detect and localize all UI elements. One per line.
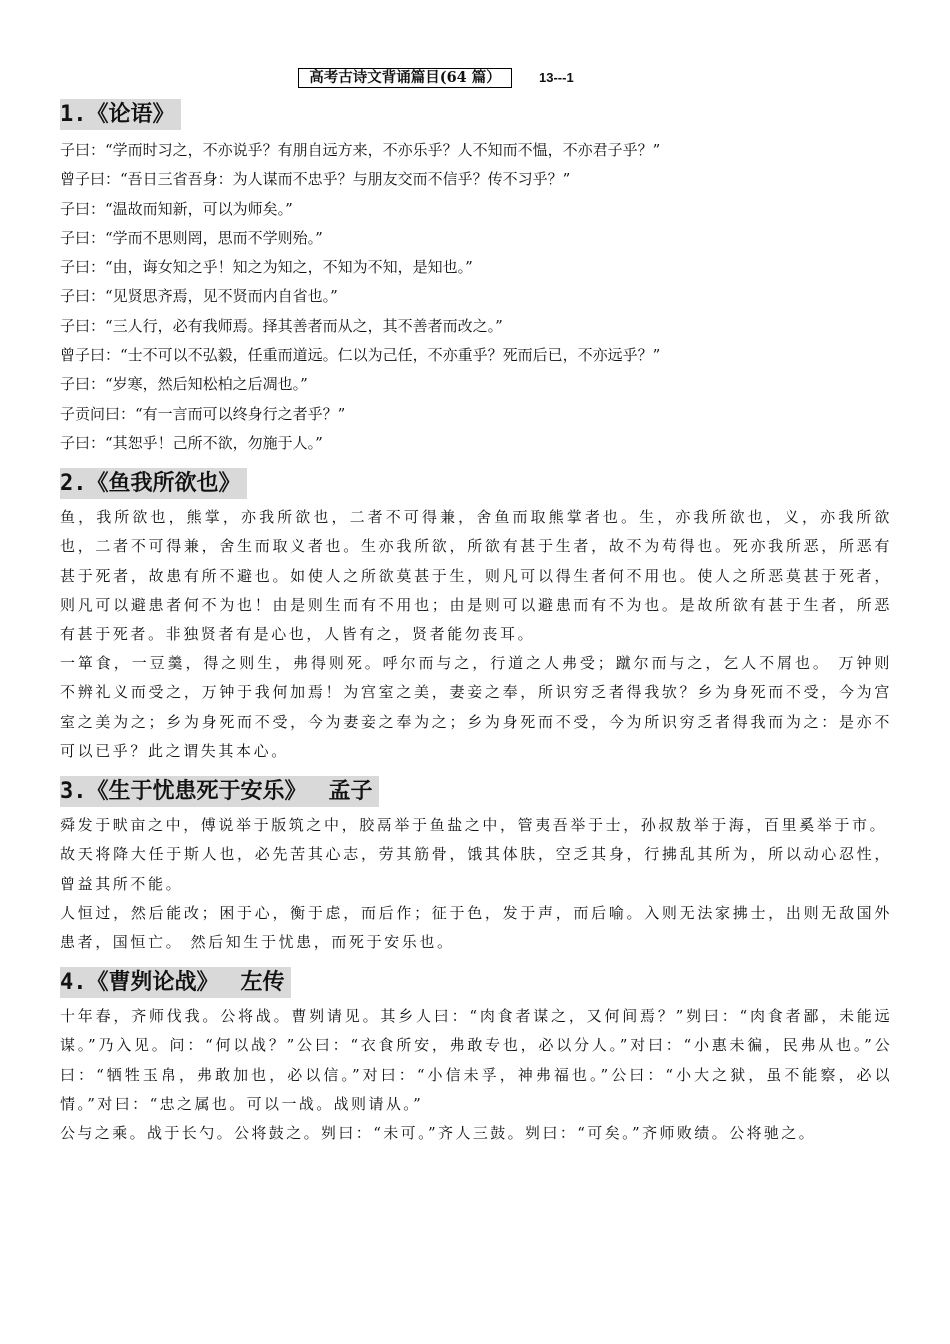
section-text [60,136,892,458]
text-paragraph: 故天将降大任于斯人也，必先苦其心志，劳其筋骨，饿其体肤，空乏其身，行拂乱其所为，所以动心忍性，曾益其所不能。 [60,845,892,893]
section-number: 2. [60,471,87,497]
section-cao-gui-lun-zhan [60,967,892,1148]
page-number: 13---1 [539,70,574,85]
section-heading [60,99,181,130]
text-paragraph: 人恒过，然后能改；困于心，衡于虑，而后作；征于色，发于声，而后喻。入则无法家拂士，出则无敌国外患者，国恒亡。 然后知生于忧患，而死于安乐也。 [60,903,892,951]
text-line: 子贡问曰：“有一言而可以终身行之者乎？” [60,404,346,423]
section-author: 孟子 [328,778,373,805]
text-line: 子曰：“见贤思齐焉，见不贤而内自省也。” [60,287,338,306]
section-title: 《鱼我所欲也》 [86,470,241,497]
section-text [60,503,892,766]
section-title: 《生于忧患死于安乐》 [86,778,307,805]
section-author: 左传 [240,969,285,996]
text-paragraph: 十年春，齐师伐我。公将战。曹刿请见。其乡人曰：“肉食者谋之，又何间焉？”刿曰：“肉食者鄙，未能远谋。”乃入见。问：“何以战？”公曰：“衣食所安，弗敢专也，必以分人。”对曰：“小惠未徧，民弗从也。”公曰：“牺牲玉帛，弗敢加也，必以信。”对曰：“小信未孚，神弗福也。”公曰：“小大之狱，虽不能察，必以情。”对曰：“忠之属也。可以一战。战则请从。” [60,1007,892,1113]
text-line: 子曰：“学而不思则罔，思而不学则殆。” [60,228,323,247]
section-number: 1. [60,102,87,127]
section-title: 《论语》 [86,101,175,127]
text-line: 子曰：“岁寒，然后知松柏之后凋也。” [60,375,308,394]
text-line: 子曰：“其恕乎！己所不欲，勿施于人。” [60,433,323,452]
section-yu-wo-suo-yu-ye [60,468,892,766]
text-line: 子曰：“温故而知新，可以为师矣。” [60,199,293,218]
document-title: 高考古诗文背诵篇目(64 篇） [298,68,512,88]
text-paragraph: 鱼，我所欲也，熊掌，亦我所欲也，二者不可得兼，舍鱼而取熊掌者也。生，亦我所欲也，义，亦我所欲也，二者不可得兼，舍生而取义者也。生亦我所欲，所欲有甚于生者，故不为苟得也。死亦我所恶，所恶有甚于死者，故患有所不避也。如使人之所欲莫甚于生，则凡可以得生者何不用也。使人之所恶莫甚于死者，则凡可以避患者何不为也！由是则生而有不用也；由是则可以避患而有不为也。是故所欲有甚于生者，所恶有甚于死者。非独贤者有是心也，人皆有之，贤者能勿丧耳。 [60,508,892,644]
section-text [60,1002,892,1148]
section-number: 3. [60,779,87,805]
section-sheng-yu-you-huan [60,776,892,957]
section-heading [60,776,379,807]
text-paragraph: 一箪食，一豆羹，得之则生，弗得则死。呼尔而与之，行道之人弗受；蹴尔而与之，乞人不屑也。 万钟则不辨礼义而受之，万钟于我何加焉！为宫室之美，妻妾之奉，所识穷乏者得我欤？乡为身死而不受，今为宫室之美为之；乡为身死而不受，今为妻妾之奉为之；乡为身死而不受，今为所识穷乏者得我而为之：是亦不可以已乎？此之谓失其本心。 [60,654,892,760]
section-text [60,811,892,957]
section-heading [60,967,291,998]
text-line: 子曰：“学而时习之，不亦说乎？有朋自远方来，不亦乐乎？人不知而不愠，不亦君子乎？” [60,141,661,159]
page-header [0,68,950,92]
section-heading [60,468,247,499]
section-number: 4. [60,970,87,996]
text-line: 曾子曰：“吾日三省吾身：为人谋而不忠乎？与朋友交而不信乎？传不习乎？” [60,170,571,189]
text-line: 曾子曰：“士不可以不弘毅，任重而道远。仁以为己任，不亦重乎？死而后已，不亦远乎？” [60,346,661,365]
text-paragraph: 公与之乘。战于长勺。公将鼓之。刿曰：“未可。”齐人三鼓。刿曰：“可矣。”齐师败绩。公将驰之。 [60,1123,817,1142]
document-body [60,99,892,1158]
text-line: 子曰：“三人行，必有我师焉。择其善者而从之，其不善者而改之。” [60,316,503,335]
text-paragraph: 舜发于畎亩之中，傅说举于版筑之中，胶鬲举于鱼盐之中，管夷吾举于士，孙叔敖举于海，百里奚举于市。 [60,816,888,835]
text-line: 子曰：“由，诲女知之乎！知之为知之，不知为不知，是知也。” [60,258,473,277]
section-lunyu [60,99,892,458]
section-title: 《曹刿论战》 [86,969,219,996]
